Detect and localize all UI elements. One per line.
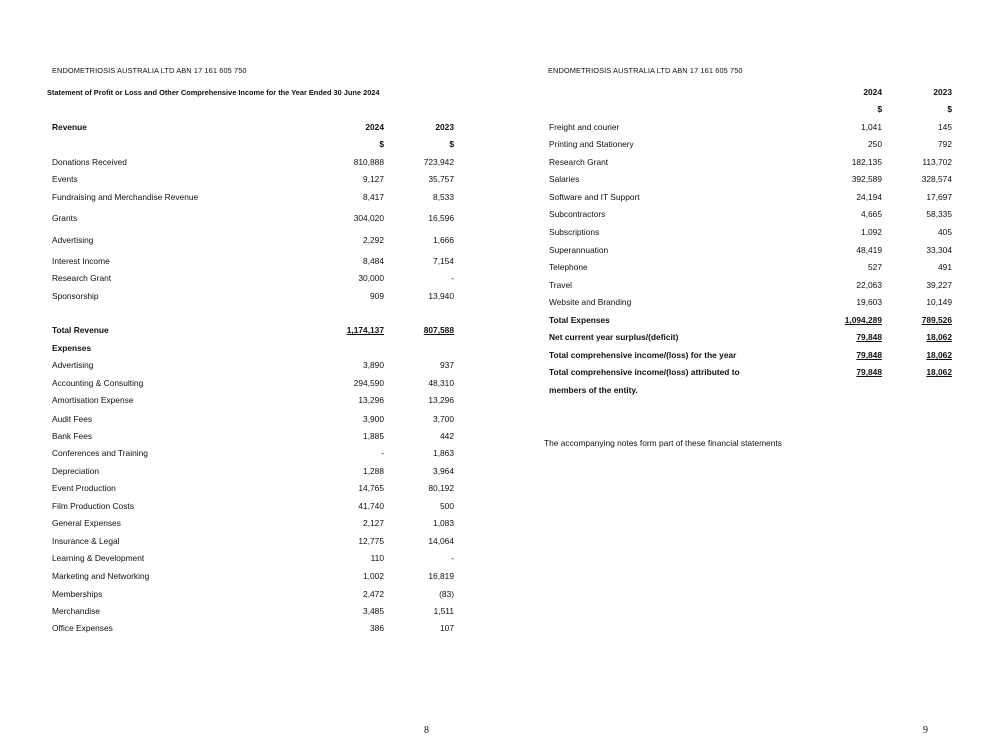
- row-label: Research Grant: [52, 273, 112, 283]
- value-2024: 4,665: [861, 209, 882, 219]
- value-2024: 2,292: [363, 235, 384, 245]
- row-label: Insurance & Legal: [52, 536, 120, 546]
- table-row: [0, 174, 497, 188]
- table-row: [0, 343, 497, 357]
- table-row: [497, 315, 995, 329]
- value-2023: 789,526: [921, 315, 952, 325]
- row-label: Learning & Development: [52, 553, 145, 563]
- value-2023: 500: [440, 501, 454, 511]
- table-row: [497, 245, 995, 259]
- value-2024: 386: [370, 623, 384, 633]
- table-row: [497, 350, 995, 364]
- value-2024: 2024: [365, 122, 384, 132]
- entity-header: ENDOMETRIOSIS AUSTRALIA LTD ABN 17 161 605 750: [52, 66, 247, 75]
- table-row: [0, 325, 497, 339]
- row-label: Bank Fees: [52, 431, 93, 441]
- value-2024: 1,041: [861, 122, 882, 132]
- value-2024: 1,174,137: [346, 325, 384, 335]
- row-label: Software and IT Support: [549, 192, 640, 202]
- value-2024: 22,063: [856, 280, 882, 290]
- row-label: Amortisation Expense: [52, 395, 134, 405]
- statement-note: The accompanying notes form part of these financial statements: [544, 438, 782, 448]
- statement-page-8: [0, 0, 497, 746]
- value-2024: 304,020: [353, 213, 384, 223]
- value-2024: 9,127: [363, 174, 384, 184]
- value-2023: 792: [938, 139, 952, 149]
- value-2023: 18,062: [926, 367, 952, 377]
- value-2023: 3,964: [433, 466, 454, 476]
- value-2024: $: [877, 104, 882, 114]
- row-label: Fundraising and Merchandise Revenue: [52, 192, 199, 202]
- row-label: Advertising: [52, 235, 94, 245]
- value-2023: -: [451, 553, 454, 563]
- row-label: Total comprehensive income/(loss) attributed to: [549, 367, 740, 377]
- value-2023: 2023: [933, 87, 952, 97]
- table-row: [497, 174, 995, 188]
- value-2023: 807,588: [423, 325, 454, 335]
- row-label: Event Production: [52, 483, 116, 493]
- table-row: [497, 227, 995, 241]
- table-row: [0, 256, 497, 270]
- table-row: [497, 87, 995, 101]
- value-2023: 1,666: [433, 235, 454, 245]
- value-2024: 3,485: [363, 606, 384, 616]
- row-label: Grants: [52, 213, 78, 223]
- value-2024: 1,288: [363, 466, 384, 476]
- row-label: Memberships: [52, 589, 103, 599]
- value-2024: 909: [370, 291, 384, 301]
- table-row: [0, 273, 497, 287]
- row-label: Total comprehensive income/(loss) for the year: [549, 350, 737, 360]
- value-2023: 1,083: [433, 518, 454, 528]
- value-2024: 30,000: [358, 273, 384, 283]
- row-label: Printing and Stationery: [549, 139, 634, 149]
- row-label: General Expenses: [52, 518, 121, 528]
- value-2023: 35,757: [428, 174, 454, 184]
- row-label: Audit Fees: [52, 414, 93, 424]
- table-row: [0, 518, 497, 532]
- value-2023: 937: [440, 360, 454, 370]
- table-row: [497, 104, 995, 118]
- value-2023: (83): [439, 589, 454, 599]
- table-row: [0, 466, 497, 480]
- value-2023: 1,863: [433, 448, 454, 458]
- table-row: [497, 367, 995, 381]
- value-2024: 1,002: [363, 571, 384, 581]
- table-row: [497, 122, 995, 136]
- row-label: Salaries: [549, 174, 580, 184]
- table-row: [0, 589, 497, 603]
- table-row: [0, 291, 497, 305]
- value-2024: 2,472: [363, 589, 384, 599]
- value-2024: 250: [868, 139, 882, 149]
- value-2023: 3,700: [433, 414, 454, 424]
- value-2023: 13,940: [428, 291, 454, 301]
- table-row: [497, 332, 995, 346]
- table-row: [497, 139, 995, 153]
- value-2024: 2024: [863, 87, 882, 97]
- table-row: [0, 571, 497, 585]
- value-2024: 8,484: [363, 256, 384, 266]
- value-2023: 13,296: [428, 395, 454, 405]
- value-2023: 7,154: [433, 256, 454, 266]
- value-2023: 39,227: [926, 280, 952, 290]
- value-2024: 810,888: [353, 157, 384, 167]
- row-label: Revenue: [52, 122, 87, 132]
- value-2024: -: [381, 448, 384, 458]
- value-2024: 110: [370, 553, 384, 563]
- table-row: [0, 139, 497, 153]
- row-label: Total Revenue: [52, 325, 109, 335]
- row-label: Travel: [549, 280, 572, 290]
- row-label: Sponsorship: [52, 291, 99, 301]
- table-row: [497, 297, 995, 311]
- value-2023: 145: [938, 122, 952, 132]
- row-label: Donations Received: [52, 157, 127, 167]
- row-label: Marketing and Networking: [52, 571, 150, 581]
- value-2024: 1,885: [363, 431, 384, 441]
- value-2023: 1,511: [433, 606, 454, 616]
- table-row: [0, 483, 497, 497]
- row-label: Superannuation: [549, 245, 609, 255]
- value-2023: 405: [938, 227, 952, 237]
- value-2024: 3,890: [363, 360, 384, 370]
- value-2023: 58,335: [926, 209, 952, 219]
- row-label: Interest Income: [52, 256, 110, 266]
- value-2024: 8,417: [363, 192, 384, 202]
- value-2024: 48,419: [856, 245, 882, 255]
- row-label: Accounting & Consulting: [52, 378, 144, 388]
- value-2024: 24,194: [856, 192, 882, 202]
- value-2023: $: [449, 139, 454, 149]
- value-2024: 294,590: [353, 378, 384, 388]
- value-2024: 14,765: [358, 483, 384, 493]
- row-label: members of the entity.: [549, 385, 638, 395]
- value-2024: 3,900: [363, 414, 384, 424]
- value-2023: 16,596: [428, 213, 454, 223]
- value-2023: 723,942: [423, 157, 454, 167]
- row-label: Depreciation: [52, 466, 100, 476]
- value-2024: 527: [868, 262, 882, 272]
- table-row: [0, 553, 497, 567]
- table-row: [0, 501, 497, 515]
- value-2024: 41,740: [358, 501, 384, 511]
- row-label: Subscriptions: [549, 227, 600, 237]
- table-row: [0, 157, 497, 171]
- row-label: Office Expenses: [52, 623, 113, 633]
- value-2024: 79,848: [856, 332, 882, 342]
- row-label: Merchandise: [52, 606, 100, 616]
- value-2023: 107: [440, 623, 454, 633]
- value-2023: 48,310: [428, 378, 454, 388]
- value-2023: 18,062: [926, 350, 952, 360]
- page-number: 9: [923, 725, 928, 736]
- value-2024: $: [379, 139, 384, 149]
- row-label: Expenses: [52, 343, 92, 353]
- row-label: Film Production Costs: [52, 501, 134, 511]
- table-row: [0, 448, 497, 462]
- table-row: [0, 395, 497, 409]
- table-row: [0, 213, 497, 227]
- value-2023: -: [451, 273, 454, 283]
- value-2024: 79,848: [856, 350, 882, 360]
- value-2023: $: [947, 104, 952, 114]
- value-2023: 8,533: [433, 192, 454, 202]
- value-2024: 12,775: [358, 536, 384, 546]
- table-row: [497, 385, 995, 399]
- table-row: [0, 606, 497, 620]
- row-label: Conferences and Training: [52, 448, 148, 458]
- entity-header: ENDOMETRIOSIS AUSTRALIA LTD ABN 17 161 605 750: [548, 66, 743, 75]
- row-label: Telephone: [549, 262, 588, 272]
- value-2024: 1,094,289: [844, 315, 882, 325]
- statement-page-9: [497, 0, 995, 746]
- value-2023: 328,574: [921, 174, 952, 184]
- value-2023: 10,149: [926, 297, 952, 307]
- table-row: [0, 235, 497, 249]
- value-2023: 14,064: [428, 536, 454, 546]
- value-2023: 16,819: [428, 571, 454, 581]
- row-label: Research Grant: [549, 157, 609, 167]
- table-row: [497, 262, 995, 276]
- row-label: Total Expenses: [549, 315, 610, 325]
- table-row: [497, 192, 995, 206]
- row-label: Freight and courier: [549, 122, 620, 132]
- row-label: Advertising: [52, 360, 94, 370]
- table-row: [0, 378, 497, 392]
- table-row: [0, 536, 497, 550]
- row-label: Net current year surplus/(deficit): [549, 332, 679, 342]
- table-row: [0, 360, 497, 374]
- table-row: [0, 122, 497, 136]
- value-2023: 442: [440, 431, 454, 441]
- value-2023: 491: [938, 262, 952, 272]
- value-2023: 33,304: [926, 245, 952, 255]
- row-label: Website and Branding: [549, 297, 632, 307]
- value-2023: 17,697: [926, 192, 952, 202]
- value-2024: 2,127: [363, 518, 384, 528]
- table-row: [0, 192, 497, 206]
- table-row: [497, 280, 995, 294]
- value-2024: 1,092: [861, 227, 882, 237]
- row-label: Events: [52, 174, 78, 184]
- value-2024: 79,848: [856, 367, 882, 377]
- value-2024: 182,135: [851, 157, 882, 167]
- table-row: [497, 157, 995, 171]
- value-2023: 113,702: [922, 157, 952, 167]
- value-2023: 2023: [435, 122, 454, 132]
- table-row: [497, 209, 995, 223]
- row-label: Subcontractors: [549, 209, 606, 219]
- statement-title: Statement of Profit or Loss and Other Comprehensive Income for the Year Ended 30 June 2024: [47, 88, 380, 97]
- page-number: 8: [424, 725, 429, 736]
- table-row: [0, 414, 497, 428]
- table-row: [0, 623, 497, 637]
- value-2023: 80,192: [428, 483, 454, 493]
- value-2024: 19,603: [856, 297, 882, 307]
- value-2024: 392,589: [851, 174, 882, 184]
- table-row: [0, 431, 497, 445]
- value-2023: 18,062: [926, 332, 952, 342]
- value-2024: 13,296: [358, 395, 384, 405]
